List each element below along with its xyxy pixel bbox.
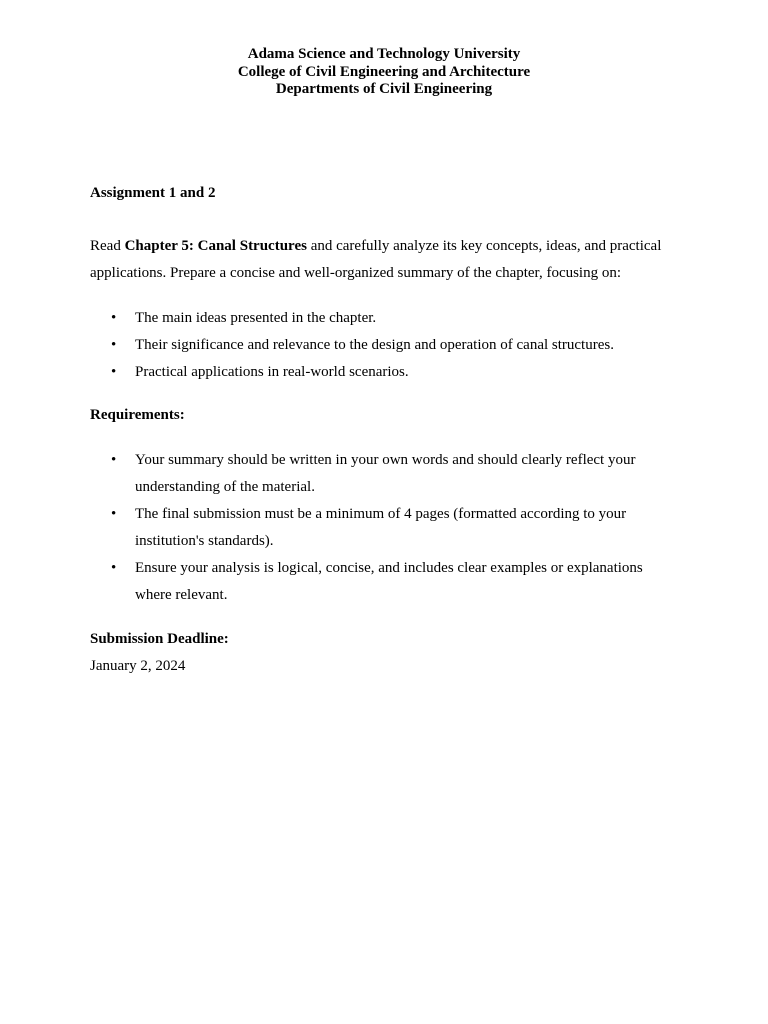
requirements-title: Requirements:	[90, 407, 185, 423]
assignment-title: Assignment 1 and 2	[90, 185, 216, 201]
college-name: College of Civil Engineering and Architecture	[237, 63, 531, 80]
document-header	[0, 46, 768, 99]
bullet-icon: •	[111, 363, 117, 380]
list-item-text: Your summary should be written in your own words and should clearly reflect your understanding of the material.	[135, 452, 636, 495]
requirements-list	[90, 447, 680, 609]
list-item-text: Their significance and relevance to the design and operation of canal structures.	[135, 336, 614, 353]
list-item	[90, 305, 680, 332]
bullet-icon: •	[111, 560, 117, 576]
intro-suffix: and carefully analyze its key concepts, ideas, and practical applications. Prepare a concise and well-organized summary of the chapter, focusing on:	[90, 238, 662, 281]
list-item	[90, 501, 680, 555]
intro-prefix: Read	[90, 238, 125, 254]
focus-list	[90, 305, 680, 385]
bullet-icon: •	[111, 336, 117, 353]
list-item	[90, 332, 680, 359]
assignment-intro	[90, 233, 680, 286]
bullet-icon: •	[111, 310, 117, 326]
list-item	[90, 555, 680, 609]
list-item	[90, 359, 680, 386]
list-item-text: Ensure your analysis is logical, concise, and includes clear examples or explanations where relevant.	[135, 560, 643, 603]
bullet-icon: •	[111, 506, 117, 522]
list-item-text: Practical applications in real-world scenarios.	[135, 363, 409, 380]
list-item-text: The main ideas presented in the chapter.	[135, 310, 377, 326]
university-name: Adama Science and Technology University	[247, 46, 521, 62]
list-item-text: The final submission must be a minimum of 4 pages (formatted according to your institution's standards).	[135, 506, 627, 549]
department-name: Departments of Civil Engineering	[275, 81, 493, 97]
deadline-date: January 2, 2024	[90, 658, 186, 674]
deadline-title: Submission Deadline:	[90, 631, 229, 647]
bullet-icon: •	[111, 452, 117, 468]
list-item	[90, 447, 680, 501]
chapter-reference: Chapter 5: Canal Structures	[124, 238, 307, 254]
